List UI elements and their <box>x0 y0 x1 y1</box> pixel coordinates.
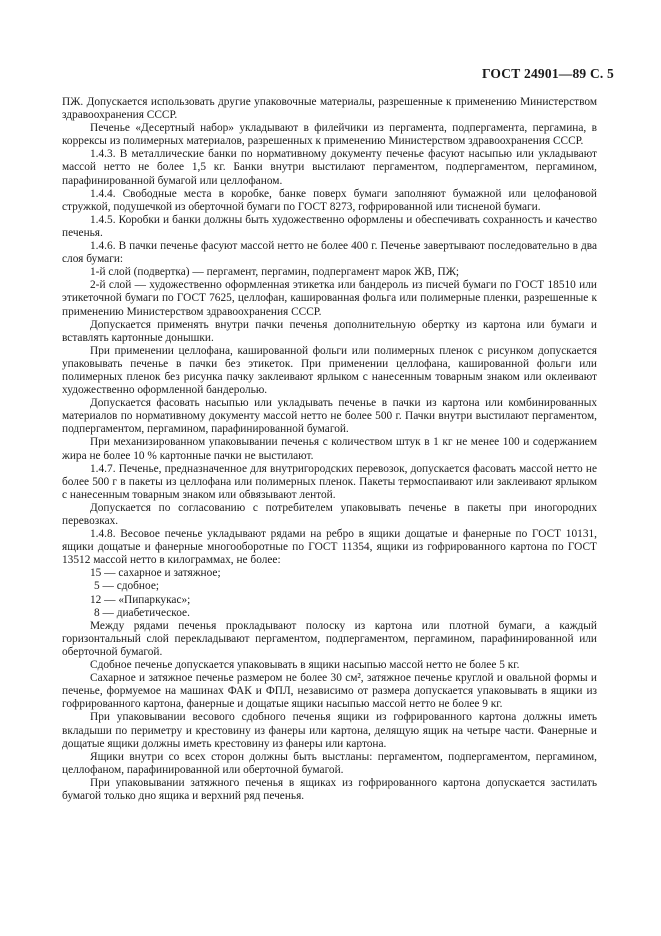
paragraph: Печенье «Десертный набор» укладывают в филейчики из пергамента, подпергамента, пергамина, в коррексы из полимерных материалов, разрешенных к применению Министерством здравоохранения СССР. <box>62 122 597 148</box>
paragraph: При упаковывании весового сдобного печенья ящики из гофрированного картона должны иметь вкладыши по периметру и крестовину из фанеры или картона, делящую ящик на четыре части. Фанерные и дощатые ящики должны иметь крестовину из фанеры или картона. <box>62 711 597 750</box>
paragraph: Допускается по согласованию с потребителем упаковывать печенье в пакеты при иногородних перевозках. <box>62 501 597 527</box>
paragraph: 1.4.7. Печенье, предназначенное для внутригородских перевозок, допускается фасовать массой нетто не более 500 г в пакеты из целлофана или полимерных пленок. Пакеты термоспаивают или заклеивают ярлыком с нанесенным товарным знаком или обвязывают лентой. <box>62 462 597 501</box>
paragraph: 1-й слой (подвертка) — пергамент, пергамин, подпергамент марок ЖВ, ПЖ; <box>90 266 460 279</box>
paragraph: 2-й слой — художественно оформленная этикетка или бандероль из писчей бумаги по ГОСТ 18510 или этикеточной бумаги по ГОСТ 7625, целлофан, кашированная фольга или полимерные пленки, разрешенные к применению Министерством здравоохранения СССР. <box>62 279 597 318</box>
paragraph: 1.4.3. В металлические банки по нормативному документу печенье фасуют насыпью или укладывают массой нетто не более 1,5 кг. Банки внутри выстилают пергаментом, подпергаментом, пергамином, парафинированной бумагой или целлофаном. <box>62 148 597 187</box>
paragraph: Сдобное печенье допускается упаковывать в ящики насыпью массой нетто не более 5 кг. <box>90 659 520 672</box>
paragraph: Ящики внутри со всех сторон должны быть выстланы: пергаментом, подпергаментом, пергамином, целлофаном, парафинированной или оберточной бумагой. <box>62 750 597 776</box>
paragraph: Между рядами печенья прокладывают полоску из картона или плотной бумаги, а каждый горизонтальный слой перекладывают пергаментом, подпергаментом, пергамином, парафинированной или оберточной бумагой. <box>62 619 597 658</box>
list-item: 12 — «Пипаркукас»; <box>90 593 191 606</box>
list-item: 8 — диабетическое. <box>94 606 190 619</box>
list-item: 15 — сахарное и затяжное; <box>90 567 221 580</box>
paragraph: ПЖ. Допускается использовать другие упаковочные материалы, разрешенные к применению Министерством здравоохранения СССР. <box>62 96 597 122</box>
paragraph: 1.4.4. Свободные места в коробке, банке поверх бумаги заполняют бумажной или целофановой стружкой, подушечкой из оберточной бумаги по ГОСТ 8273, гофрированной или тисненой бумаги. <box>62 187 597 213</box>
paragraph: Допускается фасовать насыпью или укладывать печенье в пачки из картона или комбинированных материалов по нормативному документу массой нетто не более 500 г. Пачки внутри выстилают пергаментом, подпергаментом, пергамином, парафинированной бумагой. <box>62 397 597 436</box>
paragraph: При применении целлофана, кашированной фольги или полимерных пленок с рисунком допускается упаковывать печенье в пачки без этикеток. При применении целлофана, кашированной фольги или полимерных пленок без рисунка пачку заклеивают ярлыком с нанесенным товарным знаком или оклеивают художественно оформленной бандеролью. <box>62 344 597 397</box>
paragraph: 1.4.5. Коробки и банки должны быть художественно оформлены и обеспечивать сохранность и качество печенья. <box>62 213 597 239</box>
list-item: 5 — сдобное; <box>94 580 160 593</box>
paragraph: Допускается применять внутри пачки печенья дополнительную обертку из картона или бумаги и вставлять картонные донышки. <box>62 318 597 344</box>
paragraph: При механизированном упаковывании печенья с количеством штук в 1 кг не менее 100 и содержанием жира не более 10 % картонные пачки не выстилают. <box>62 436 597 462</box>
page-header: ГОСТ 24901—89 С. 5 <box>481 66 614 81</box>
paragraph: Сахарное и затяжное печенье размером не более 30 см², затяжное печенье круглой и овальной формы и печенье, формуемое на машинах ФАК и ФПЛ, независимо от размера допускается упаковывать в ящики из гофрированного картона, фанерные и дощатые ящики насыпью массой нетто не более 9 кг. <box>62 672 597 711</box>
document-body <box>62 96 597 803</box>
paragraph: 1.4.6. В пачки печенье фасуют массой нетто не более 400 г. Печенье завертывают последовательно в два слоя бумаги: <box>62 240 597 266</box>
paragraph: 1.4.8. Весовое печенье укладывают рядами на ребро в ящики дощатые и фанерные по ГОСТ 10131, ящики дощатые и фанерные многооборотные по ГОСТ 11354, ящики из гофрированного картона по ГОСТ 13512 массой нетто в килограммах, не более: <box>62 528 597 567</box>
paragraph: При упаковывании затяжного печенья в ящиках из гофрированного картона допускается застилать бумагой только дно ящика и верхний ряд печенья. <box>62 776 597 802</box>
